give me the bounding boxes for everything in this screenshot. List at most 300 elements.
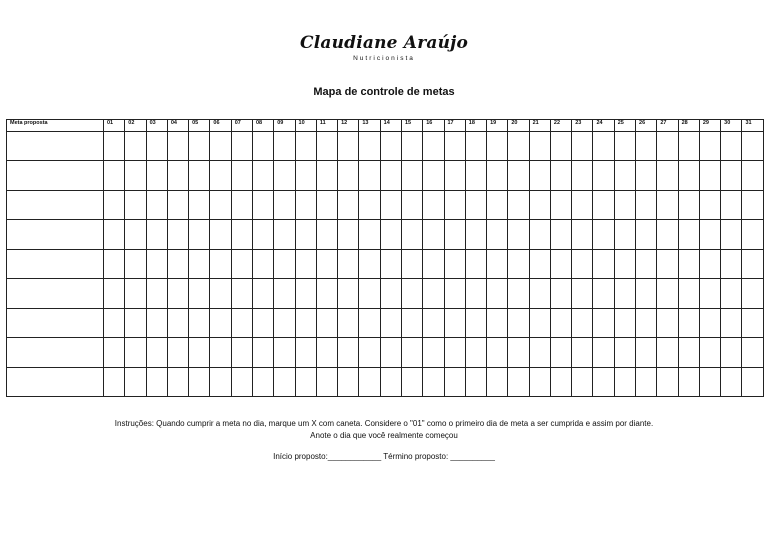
- day-cell[interactable]: [572, 249, 593, 278]
- day-cell[interactable]: [295, 279, 316, 308]
- day-cell[interactable]: [189, 190, 210, 219]
- day-cell[interactable]: [189, 132, 210, 161]
- day-cell[interactable]: [316, 190, 337, 219]
- day-cell[interactable]: [423, 308, 444, 337]
- day-cell[interactable]: [742, 220, 764, 249]
- day-cell[interactable]: [338, 220, 359, 249]
- day-cell[interactable]: [338, 367, 359, 397]
- day-cell[interactable]: [401, 338, 422, 367]
- day-cell[interactable]: [423, 161, 444, 190]
- day-cell[interactable]: [699, 279, 720, 308]
- goal-cell[interactable]: [7, 190, 104, 219]
- day-cell[interactable]: [529, 279, 550, 308]
- day-cell[interactable]: [338, 308, 359, 337]
- day-cell[interactable]: [231, 367, 252, 397]
- day-cell[interactable]: [295, 132, 316, 161]
- day-cell[interactable]: [252, 249, 273, 278]
- day-cell[interactable]: [252, 338, 273, 367]
- day-cell[interactable]: [657, 132, 678, 161]
- day-cell[interactable]: [529, 190, 550, 219]
- day-cell[interactable]: [231, 161, 252, 190]
- day-cell[interactable]: [487, 220, 508, 249]
- day-cell[interactable]: [380, 338, 401, 367]
- day-cell[interactable]: [508, 279, 529, 308]
- day-cell[interactable]: [636, 161, 657, 190]
- day-cell[interactable]: [699, 132, 720, 161]
- day-cell[interactable]: [593, 249, 614, 278]
- day-cell[interactable]: [487, 190, 508, 219]
- day-cell[interactable]: [359, 249, 380, 278]
- day-cell[interactable]: [487, 308, 508, 337]
- day-cell[interactable]: [742, 249, 764, 278]
- day-column-header: 31: [742, 120, 764, 132]
- day-cell[interactable]: [529, 338, 550, 367]
- day-cell[interactable]: [742, 367, 764, 397]
- day-cell[interactable]: [593, 308, 614, 337]
- day-cell[interactable]: [167, 249, 188, 278]
- day-cell[interactable]: [423, 249, 444, 278]
- day-cell[interactable]: [550, 367, 571, 397]
- goal-cell[interactable]: [7, 308, 104, 337]
- day-cell[interactable]: [125, 161, 146, 190]
- day-cell[interactable]: [678, 190, 699, 219]
- day-cell[interactable]: [316, 308, 337, 337]
- day-cell[interactable]: [550, 190, 571, 219]
- day-cell[interactable]: [274, 367, 295, 397]
- day-cell[interactable]: [104, 161, 125, 190]
- day-cell[interactable]: [721, 190, 742, 219]
- table-row: [7, 190, 764, 219]
- day-cell[interactable]: [657, 220, 678, 249]
- day-cell[interactable]: [380, 279, 401, 308]
- day-cell[interactable]: [167, 367, 188, 397]
- day-cell[interactable]: [295, 308, 316, 337]
- day-cell[interactable]: [465, 338, 486, 367]
- day-cell[interactable]: [252, 367, 273, 397]
- day-cell[interactable]: [316, 249, 337, 278]
- day-cell[interactable]: [742, 190, 764, 219]
- day-cell[interactable]: [508, 249, 529, 278]
- brand-subtitle: Nutricionista: [353, 55, 415, 62]
- day-cell[interactable]: [401, 249, 422, 278]
- day-cell[interactable]: [614, 279, 635, 308]
- day-cell[interactable]: [231, 279, 252, 308]
- day-cell[interactable]: [295, 220, 316, 249]
- day-cell[interactable]: [380, 308, 401, 337]
- day-cell[interactable]: [678, 161, 699, 190]
- day-cell[interactable]: [742, 161, 764, 190]
- day-cell[interactable]: [444, 367, 465, 397]
- day-cell[interactable]: [380, 132, 401, 161]
- day-cell[interactable]: [614, 220, 635, 249]
- day-cell[interactable]: [508, 367, 529, 397]
- day-cell[interactable]: [359, 161, 380, 190]
- day-cell[interactable]: [125, 367, 146, 397]
- day-cell[interactable]: [125, 132, 146, 161]
- day-cell[interactable]: [295, 338, 316, 367]
- day-cell[interactable]: [423, 279, 444, 308]
- day-column-header: 20: [508, 120, 529, 132]
- day-cell[interactable]: [401, 161, 422, 190]
- day-cell[interactable]: [572, 338, 593, 367]
- day-cell[interactable]: [657, 279, 678, 308]
- day-cell[interactable]: [274, 161, 295, 190]
- day-cell[interactable]: [699, 190, 720, 219]
- day-cell[interactable]: [231, 338, 252, 367]
- day-cell[interactable]: [338, 249, 359, 278]
- day-cell[interactable]: [401, 190, 422, 219]
- day-cell[interactable]: [316, 220, 337, 249]
- day-cell[interactable]: [146, 161, 167, 190]
- goal-cell[interactable]: [7, 132, 104, 161]
- table-row: [7, 338, 764, 367]
- goal-cell[interactable]: [7, 249, 104, 278]
- day-cell[interactable]: [508, 161, 529, 190]
- day-cell[interactable]: [614, 367, 635, 397]
- day-cell[interactable]: [274, 338, 295, 367]
- day-cell[interactable]: [380, 367, 401, 397]
- day-cell[interactable]: [572, 190, 593, 219]
- day-cell[interactable]: [104, 190, 125, 219]
- day-cell[interactable]: [423, 338, 444, 367]
- day-cell[interactable]: [529, 308, 550, 337]
- day-cell[interactable]: [210, 161, 231, 190]
- day-cell[interactable]: [678, 220, 699, 249]
- day-cell[interactable]: [189, 367, 210, 397]
- day-cell[interactable]: [167, 132, 188, 161]
- day-cell[interactable]: [295, 249, 316, 278]
- day-cell[interactable]: [295, 367, 316, 397]
- day-cell[interactable]: [465, 161, 486, 190]
- day-cell[interactable]: [167, 161, 188, 190]
- day-cell[interactable]: [104, 279, 125, 308]
- day-cell[interactable]: [252, 161, 273, 190]
- day-cell[interactable]: [316, 338, 337, 367]
- day-cell[interactable]: [401, 132, 422, 161]
- day-cell[interactable]: [167, 338, 188, 367]
- day-cell[interactable]: [210, 338, 231, 367]
- day-cell[interactable]: [721, 367, 742, 397]
- day-cell[interactable]: [210, 279, 231, 308]
- day-cell[interactable]: [146, 367, 167, 397]
- day-cell[interactable]: [274, 190, 295, 219]
- day-cell[interactable]: [465, 249, 486, 278]
- day-cell[interactable]: [550, 249, 571, 278]
- day-cell[interactable]: [359, 308, 380, 337]
- day-cell[interactable]: [465, 220, 486, 249]
- goal-cell[interactable]: [7, 338, 104, 367]
- day-cell[interactable]: [529, 249, 550, 278]
- day-cell[interactable]: [210, 308, 231, 337]
- day-cell[interactable]: [614, 338, 635, 367]
- page-title: Mapa de controle de metas: [313, 86, 455, 98]
- day-cell[interactable]: [636, 338, 657, 367]
- day-cell[interactable]: [252, 220, 273, 249]
- day-cell[interactable]: [465, 132, 486, 161]
- day-cell[interactable]: [274, 308, 295, 337]
- day-cell[interactable]: [401, 308, 422, 337]
- table-row: [7, 308, 764, 337]
- day-cell[interactable]: [444, 308, 465, 337]
- day-cell[interactable]: [550, 220, 571, 249]
- day-cell[interactable]: [572, 220, 593, 249]
- day-cell[interactable]: [210, 132, 231, 161]
- day-cell[interactable]: [444, 249, 465, 278]
- day-cell[interactable]: [274, 220, 295, 249]
- day-cell[interactable]: [104, 367, 125, 397]
- day-cell[interactable]: [721, 279, 742, 308]
- day-cell[interactable]: [529, 161, 550, 190]
- day-cell[interactable]: [338, 279, 359, 308]
- day-cell[interactable]: [316, 367, 337, 397]
- day-cell[interactable]: [508, 132, 529, 161]
- day-cell[interactable]: [295, 161, 316, 190]
- day-cell[interactable]: [487, 338, 508, 367]
- day-cell[interactable]: [487, 161, 508, 190]
- day-cell[interactable]: [252, 308, 273, 337]
- day-cell[interactable]: [316, 132, 337, 161]
- day-cell[interactable]: [614, 132, 635, 161]
- day-cell[interactable]: [423, 132, 444, 161]
- day-cell[interactable]: [657, 367, 678, 397]
- day-cell[interactable]: [401, 367, 422, 397]
- day-cell[interactable]: [231, 220, 252, 249]
- day-column-header: 27: [657, 120, 678, 132]
- day-cell[interactable]: [721, 308, 742, 337]
- day-column-header: 04: [167, 120, 188, 132]
- day-cell[interactable]: [252, 279, 273, 308]
- day-cell[interactable]: [146, 308, 167, 337]
- day-cell[interactable]: [614, 190, 635, 219]
- day-cell[interactable]: [380, 220, 401, 249]
- day-cell[interactable]: [359, 367, 380, 397]
- day-cell[interactable]: [104, 249, 125, 278]
- day-cell[interactable]: [529, 132, 550, 161]
- day-cell[interactable]: [487, 367, 508, 397]
- day-cell[interactable]: [529, 367, 550, 397]
- day-cell[interactable]: [572, 279, 593, 308]
- day-cell[interactable]: [593, 279, 614, 308]
- day-cell[interactable]: [167, 220, 188, 249]
- day-cell[interactable]: [657, 249, 678, 278]
- day-cell[interactable]: [657, 308, 678, 337]
- day-cell[interactable]: [231, 190, 252, 219]
- goal-cell[interactable]: [7, 161, 104, 190]
- day-cell[interactable]: [657, 190, 678, 219]
- day-cell[interactable]: [338, 161, 359, 190]
- day-cell[interactable]: [550, 161, 571, 190]
- day-cell[interactable]: [189, 249, 210, 278]
- day-cell[interactable]: [125, 279, 146, 308]
- day-cell[interactable]: [252, 132, 273, 161]
- day-cell[interactable]: [359, 132, 380, 161]
- day-cell[interactable]: [146, 132, 167, 161]
- day-cell[interactable]: [167, 190, 188, 219]
- day-cell[interactable]: [210, 249, 231, 278]
- day-cell[interactable]: [508, 190, 529, 219]
- day-cell[interactable]: [423, 367, 444, 397]
- day-cell[interactable]: [444, 279, 465, 308]
- day-cell[interactable]: [210, 220, 231, 249]
- day-cell[interactable]: [721, 249, 742, 278]
- day-cell[interactable]: [125, 249, 146, 278]
- day-cell[interactable]: [572, 308, 593, 337]
- day-cell[interactable]: [699, 220, 720, 249]
- day-cell[interactable]: [423, 190, 444, 219]
- day-cell[interactable]: [636, 308, 657, 337]
- day-cell[interactable]: [359, 279, 380, 308]
- day-cell[interactable]: [572, 132, 593, 161]
- day-cell[interactable]: [338, 338, 359, 367]
- day-cell[interactable]: [614, 249, 635, 278]
- day-cell[interactable]: [189, 338, 210, 367]
- day-cell[interactable]: [104, 338, 125, 367]
- day-cell[interactable]: [146, 279, 167, 308]
- day-cell[interactable]: [444, 132, 465, 161]
- day-cell[interactable]: [104, 220, 125, 249]
- day-cell[interactable]: [189, 279, 210, 308]
- day-cell[interactable]: [231, 132, 252, 161]
- day-cell[interactable]: [593, 367, 614, 397]
- day-cell[interactable]: [359, 220, 380, 249]
- day-cell[interactable]: [636, 220, 657, 249]
- day-cell[interactable]: [678, 308, 699, 337]
- day-cell[interactable]: [146, 220, 167, 249]
- day-cell[interactable]: [699, 308, 720, 337]
- day-cell[interactable]: [699, 249, 720, 278]
- day-cell[interactable]: [699, 161, 720, 190]
- day-cell[interactable]: [274, 279, 295, 308]
- day-cell[interactable]: [742, 279, 764, 308]
- day-cell[interactable]: [316, 161, 337, 190]
- day-cell[interactable]: [423, 220, 444, 249]
- day-cell[interactable]: [231, 308, 252, 337]
- day-cell[interactable]: [529, 220, 550, 249]
- day-cell[interactable]: [636, 190, 657, 219]
- day-cell[interactable]: [146, 338, 167, 367]
- day-cell[interactable]: [699, 338, 720, 367]
- day-cell[interactable]: [678, 249, 699, 278]
- day-cell[interactable]: [401, 279, 422, 308]
- day-cell[interactable]: [593, 161, 614, 190]
- day-cell[interactable]: [125, 338, 146, 367]
- day-cell[interactable]: [593, 220, 614, 249]
- day-cell[interactable]: [167, 279, 188, 308]
- day-cell[interactable]: [550, 132, 571, 161]
- day-cell[interactable]: [550, 338, 571, 367]
- day-column-header: 01: [104, 120, 125, 132]
- day-cell[interactable]: [444, 220, 465, 249]
- day-cell[interactable]: [550, 279, 571, 308]
- goal-cell[interactable]: [7, 220, 104, 249]
- day-cell[interactable]: [636, 249, 657, 278]
- day-cell[interactable]: [125, 190, 146, 219]
- day-cell[interactable]: [508, 338, 529, 367]
- day-cell[interactable]: [189, 308, 210, 337]
- day-cell[interactable]: [465, 190, 486, 219]
- day-cell[interactable]: [295, 190, 316, 219]
- day-cell[interactable]: [487, 279, 508, 308]
- day-cell[interactable]: [210, 367, 231, 397]
- day-cell[interactable]: [104, 132, 125, 161]
- day-cell[interactable]: [359, 190, 380, 219]
- day-cell[interactable]: [572, 161, 593, 190]
- day-cell[interactable]: [167, 308, 188, 337]
- day-cell[interactable]: [380, 161, 401, 190]
- day-cell[interactable]: [444, 161, 465, 190]
- day-cell[interactable]: [614, 161, 635, 190]
- day-cell[interactable]: [614, 308, 635, 337]
- day-cell[interactable]: [721, 132, 742, 161]
- day-cell[interactable]: [274, 249, 295, 278]
- instructions-line-2: Anote o dia que você realmente começou: [310, 431, 458, 440]
- day-cell[interactable]: [252, 190, 273, 219]
- day-cell[interactable]: [678, 367, 699, 397]
- day-cell[interactable]: [359, 338, 380, 367]
- day-cell[interactable]: [146, 249, 167, 278]
- day-cell[interactable]: [636, 132, 657, 161]
- day-cell[interactable]: [699, 367, 720, 397]
- day-cell[interactable]: [721, 338, 742, 367]
- day-cell[interactable]: [487, 249, 508, 278]
- day-cell[interactable]: [742, 308, 764, 337]
- day-cell[interactable]: [721, 161, 742, 190]
- day-cell[interactable]: [678, 338, 699, 367]
- day-cell[interactable]: [401, 220, 422, 249]
- day-cell[interactable]: [125, 220, 146, 249]
- day-cell[interactable]: [678, 279, 699, 308]
- day-cell[interactable]: [657, 161, 678, 190]
- day-cell[interactable]: [125, 308, 146, 337]
- day-cell[interactable]: [742, 132, 764, 161]
- day-cell[interactable]: [380, 249, 401, 278]
- day-cell[interactable]: [636, 279, 657, 308]
- goal-cell[interactable]: [7, 279, 104, 308]
- day-cell[interactable]: [189, 161, 210, 190]
- day-cell[interactable]: [593, 338, 614, 367]
- day-cell[interactable]: [593, 132, 614, 161]
- day-cell[interactable]: [104, 308, 125, 337]
- day-cell[interactable]: [487, 132, 508, 161]
- day-cell[interactable]: [550, 308, 571, 337]
- day-cell[interactable]: [444, 338, 465, 367]
- day-cell[interactable]: [465, 308, 486, 337]
- day-cell[interactable]: [636, 367, 657, 397]
- day-cell[interactable]: [465, 367, 486, 397]
- day-cell[interactable]: [210, 190, 231, 219]
- day-cell[interactable]: [338, 132, 359, 161]
- day-cell[interactable]: [444, 190, 465, 219]
- day-cell[interactable]: [338, 190, 359, 219]
- day-cell[interactable]: [742, 338, 764, 367]
- day-cell[interactable]: [508, 308, 529, 337]
- day-cell[interactable]: [231, 249, 252, 278]
- day-cell[interactable]: [593, 190, 614, 219]
- day-cell[interactable]: [316, 279, 337, 308]
- day-cell[interactable]: [678, 132, 699, 161]
- day-column-header: 09: [274, 120, 295, 132]
- day-cell[interactable]: [721, 220, 742, 249]
- day-cell[interactable]: [189, 220, 210, 249]
- day-cell[interactable]: [146, 190, 167, 219]
- day-cell[interactable]: [508, 220, 529, 249]
- day-cell[interactable]: [380, 190, 401, 219]
- day-cell[interactable]: [572, 367, 593, 397]
- goal-cell[interactable]: [7, 367, 104, 397]
- day-cell[interactable]: [465, 279, 486, 308]
- day-cell[interactable]: [657, 338, 678, 367]
- day-cell[interactable]: [274, 132, 295, 161]
